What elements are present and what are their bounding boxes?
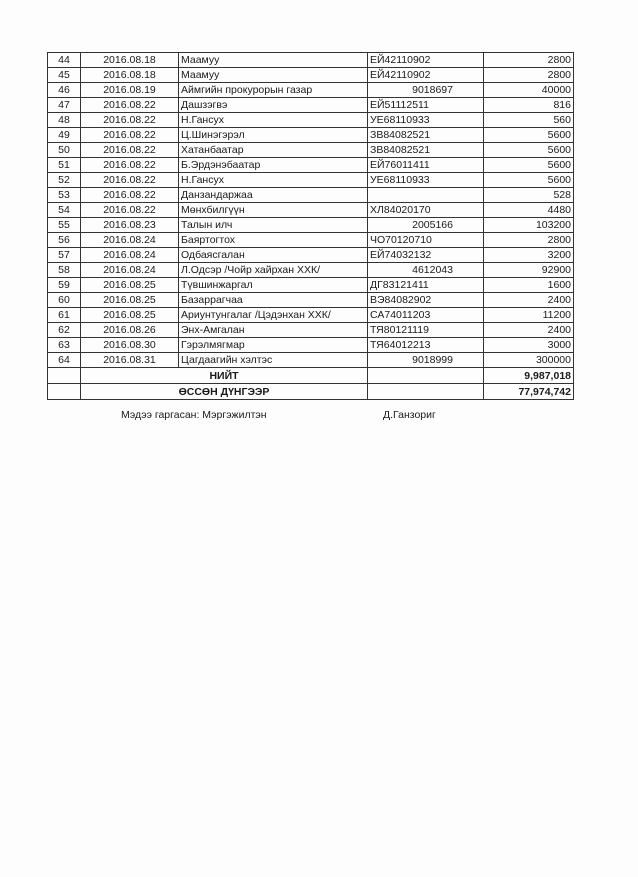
row-number: 58 <box>48 263 81 278</box>
row-amount: 300000 <box>484 353 574 368</box>
table-row <box>48 158 574 173</box>
row-number: 54 <box>48 203 81 218</box>
table-row <box>48 248 574 263</box>
reported-by-text: Мэдээ гаргасан: Мэргэжилтэн <box>121 409 267 421</box>
table-row <box>48 218 574 233</box>
row-name: Н.Гансух <box>179 173 368 188</box>
row-date: 2016.08.22 <box>81 128 179 143</box>
row-date: 2016.08.22 <box>81 143 179 158</box>
row-number: 44 <box>48 53 81 68</box>
row-number: 47 <box>48 98 81 113</box>
row-code: УЕ68110933 <box>368 113 484 128</box>
balance-row-blank <box>48 384 81 400</box>
row-name: Түвшинжаргал <box>179 278 368 293</box>
row-code: ЕЙ42110902 <box>368 68 484 83</box>
row-name: Л.Одсэр /Чойр хайрхан ХХК/ <box>179 263 368 278</box>
row-amount: 92900 <box>484 263 574 278</box>
row-date: 2016.08.30 <box>81 338 179 353</box>
row-code: 9018999 <box>368 353 484 368</box>
row-date: 2016.08.26 <box>81 323 179 338</box>
table-row <box>48 263 574 278</box>
row-number: 53 <box>48 188 81 203</box>
table-row <box>48 68 574 83</box>
total-label: НИЙТ <box>81 368 368 384</box>
row-date: 2016.08.22 <box>81 98 179 113</box>
row-number: 49 <box>48 128 81 143</box>
row-amount: 5600 <box>484 173 574 188</box>
table-row <box>48 308 574 323</box>
row-name: Маамуу <box>179 68 368 83</box>
row-name: Цагдаагийн хэлтэс <box>179 353 368 368</box>
row-amount: 5600 <box>484 158 574 173</box>
total-value: 9,987,018 <box>484 368 574 384</box>
balance-value: 77,974,742 <box>484 384 574 400</box>
row-code: 2005166 <box>368 218 484 233</box>
row-amount: 3000 <box>484 338 574 353</box>
row-date: 2016.08.25 <box>81 293 179 308</box>
row-amount: 3200 <box>484 248 574 263</box>
total-row-code-blank <box>368 368 484 384</box>
row-amount: 2800 <box>484 53 574 68</box>
row-name: Б.Эрдэнэбаатар <box>179 158 368 173</box>
row-name: Талын илч <box>179 218 368 233</box>
row-amount: 528 <box>484 188 574 203</box>
table-row <box>48 98 574 113</box>
row-date: 2016.08.22 <box>81 113 179 128</box>
row-code: ДГ83121411 <box>368 278 484 293</box>
table-row <box>48 233 574 248</box>
row-number: 62 <box>48 323 81 338</box>
table-row <box>48 83 574 98</box>
row-amount: 2800 <box>484 68 574 83</box>
row-name: Данзандаржаа <box>179 188 368 203</box>
row-amount: 2800 <box>484 233 574 248</box>
row-date: 2016.08.22 <box>81 173 179 188</box>
row-amount: 2400 <box>484 323 574 338</box>
balance-row-code-blank <box>368 384 484 400</box>
row-date: 2016.08.18 <box>81 53 179 68</box>
table-row <box>48 128 574 143</box>
table-row <box>48 323 574 338</box>
row-name: Аймгийн прокурорын газар <box>179 83 368 98</box>
row-number: 51 <box>48 158 81 173</box>
row-code: ТЯ64012213 <box>368 338 484 353</box>
table-row <box>48 113 574 128</box>
row-date: 2016.08.19 <box>81 83 179 98</box>
row-name: Хатанбаатар <box>179 143 368 158</box>
row-name: Ц.Шинэгэрэл <box>179 128 368 143</box>
row-code: ХЛ84020170 <box>368 203 484 218</box>
signer-name: Д.Ганзориг <box>383 409 436 421</box>
table-row <box>48 173 574 188</box>
row-code: 9018697 <box>368 83 484 98</box>
row-number: 56 <box>48 233 81 248</box>
row-number: 46 <box>48 83 81 98</box>
row-name: Мөнхбилгүүн <box>179 203 368 218</box>
row-amount: 2400 <box>484 293 574 308</box>
row-amount: 103200 <box>484 218 574 233</box>
row-amount: 4480 <box>484 203 574 218</box>
row-code: ЕЙ74032132 <box>368 248 484 263</box>
row-number: 61 <box>48 308 81 323</box>
row-date: 2016.08.18 <box>81 68 179 83</box>
row-code: ЗВ84082521 <box>368 143 484 158</box>
row-number: 52 <box>48 173 81 188</box>
total-row <box>48 368 574 384</box>
row-date: 2016.08.25 <box>81 278 179 293</box>
row-amount: 11200 <box>484 308 574 323</box>
row-date: 2016.08.25 <box>81 308 179 323</box>
row-name: Энх-Амгалан <box>179 323 368 338</box>
row-amount: 1600 <box>484 278 574 293</box>
row-code: ЧО70120710 <box>368 233 484 248</box>
table-row <box>48 293 574 308</box>
row-number: 55 <box>48 218 81 233</box>
row-amount: 560 <box>484 113 574 128</box>
table-row <box>48 143 574 158</box>
ledger-body <box>48 53 574 368</box>
row-code <box>368 188 484 203</box>
row-number: 57 <box>48 248 81 263</box>
row-code: ВЭ84082902 <box>368 293 484 308</box>
row-number: 63 <box>48 338 81 353</box>
row-code: ТЯ80121119 <box>368 323 484 338</box>
ledger-summary <box>48 368 574 400</box>
row-number: 48 <box>48 113 81 128</box>
row-code: СА74011203 <box>368 308 484 323</box>
row-name: Дашзэгвэ <box>179 98 368 113</box>
row-amount: 40000 <box>484 83 574 98</box>
balance-label: ӨССӨН ДҮНГЭЭР <box>81 384 368 400</box>
row-code: ЗВ84082521 <box>368 128 484 143</box>
total-row-blank <box>48 368 81 384</box>
row-name: Ариунтунгалаг /Цэдэнхан ХХК/ <box>179 308 368 323</box>
table-row <box>48 278 574 293</box>
row-name: Баяртогтох <box>179 233 368 248</box>
row-amount: 816 <box>484 98 574 113</box>
row-number: 60 <box>48 293 81 308</box>
row-date: 2016.08.22 <box>81 203 179 218</box>
row-code: 4612043 <box>368 263 484 278</box>
row-date: 2016.08.22 <box>81 158 179 173</box>
table-row <box>48 353 574 368</box>
row-number: 64 <box>48 353 81 368</box>
balance-row <box>48 384 574 400</box>
row-date: 2016.08.23 <box>81 218 179 233</box>
row-number: 45 <box>48 68 81 83</box>
row-code: ЕЙ76011411 <box>368 158 484 173</box>
row-number: 59 <box>48 278 81 293</box>
row-code: УЕ68110933 <box>368 173 484 188</box>
table-row <box>48 203 574 218</box>
row-date: 2016.08.22 <box>81 188 179 203</box>
row-date: 2016.08.24 <box>81 263 179 278</box>
row-amount: 5600 <box>484 128 574 143</box>
row-name: Маамуу <box>179 53 368 68</box>
row-date: 2016.08.31 <box>81 353 179 368</box>
row-name: Базаррагчаа <box>179 293 368 308</box>
table-row <box>48 338 574 353</box>
ledger-table <box>47 52 574 400</box>
table-row <box>48 188 574 203</box>
row-code: ЕЙ51112511 <box>368 98 484 113</box>
row-name: Н.Гансух <box>179 113 368 128</box>
row-code: ЕЙ42110902 <box>368 53 484 68</box>
row-name: Одбаясгалан <box>179 248 368 263</box>
row-number: 50 <box>48 143 81 158</box>
row-name: Гэрэлмягмар <box>179 338 368 353</box>
row-date: 2016.08.24 <box>81 233 179 248</box>
table-row <box>48 53 574 68</box>
row-amount: 5600 <box>484 143 574 158</box>
row-date: 2016.08.24 <box>81 248 179 263</box>
